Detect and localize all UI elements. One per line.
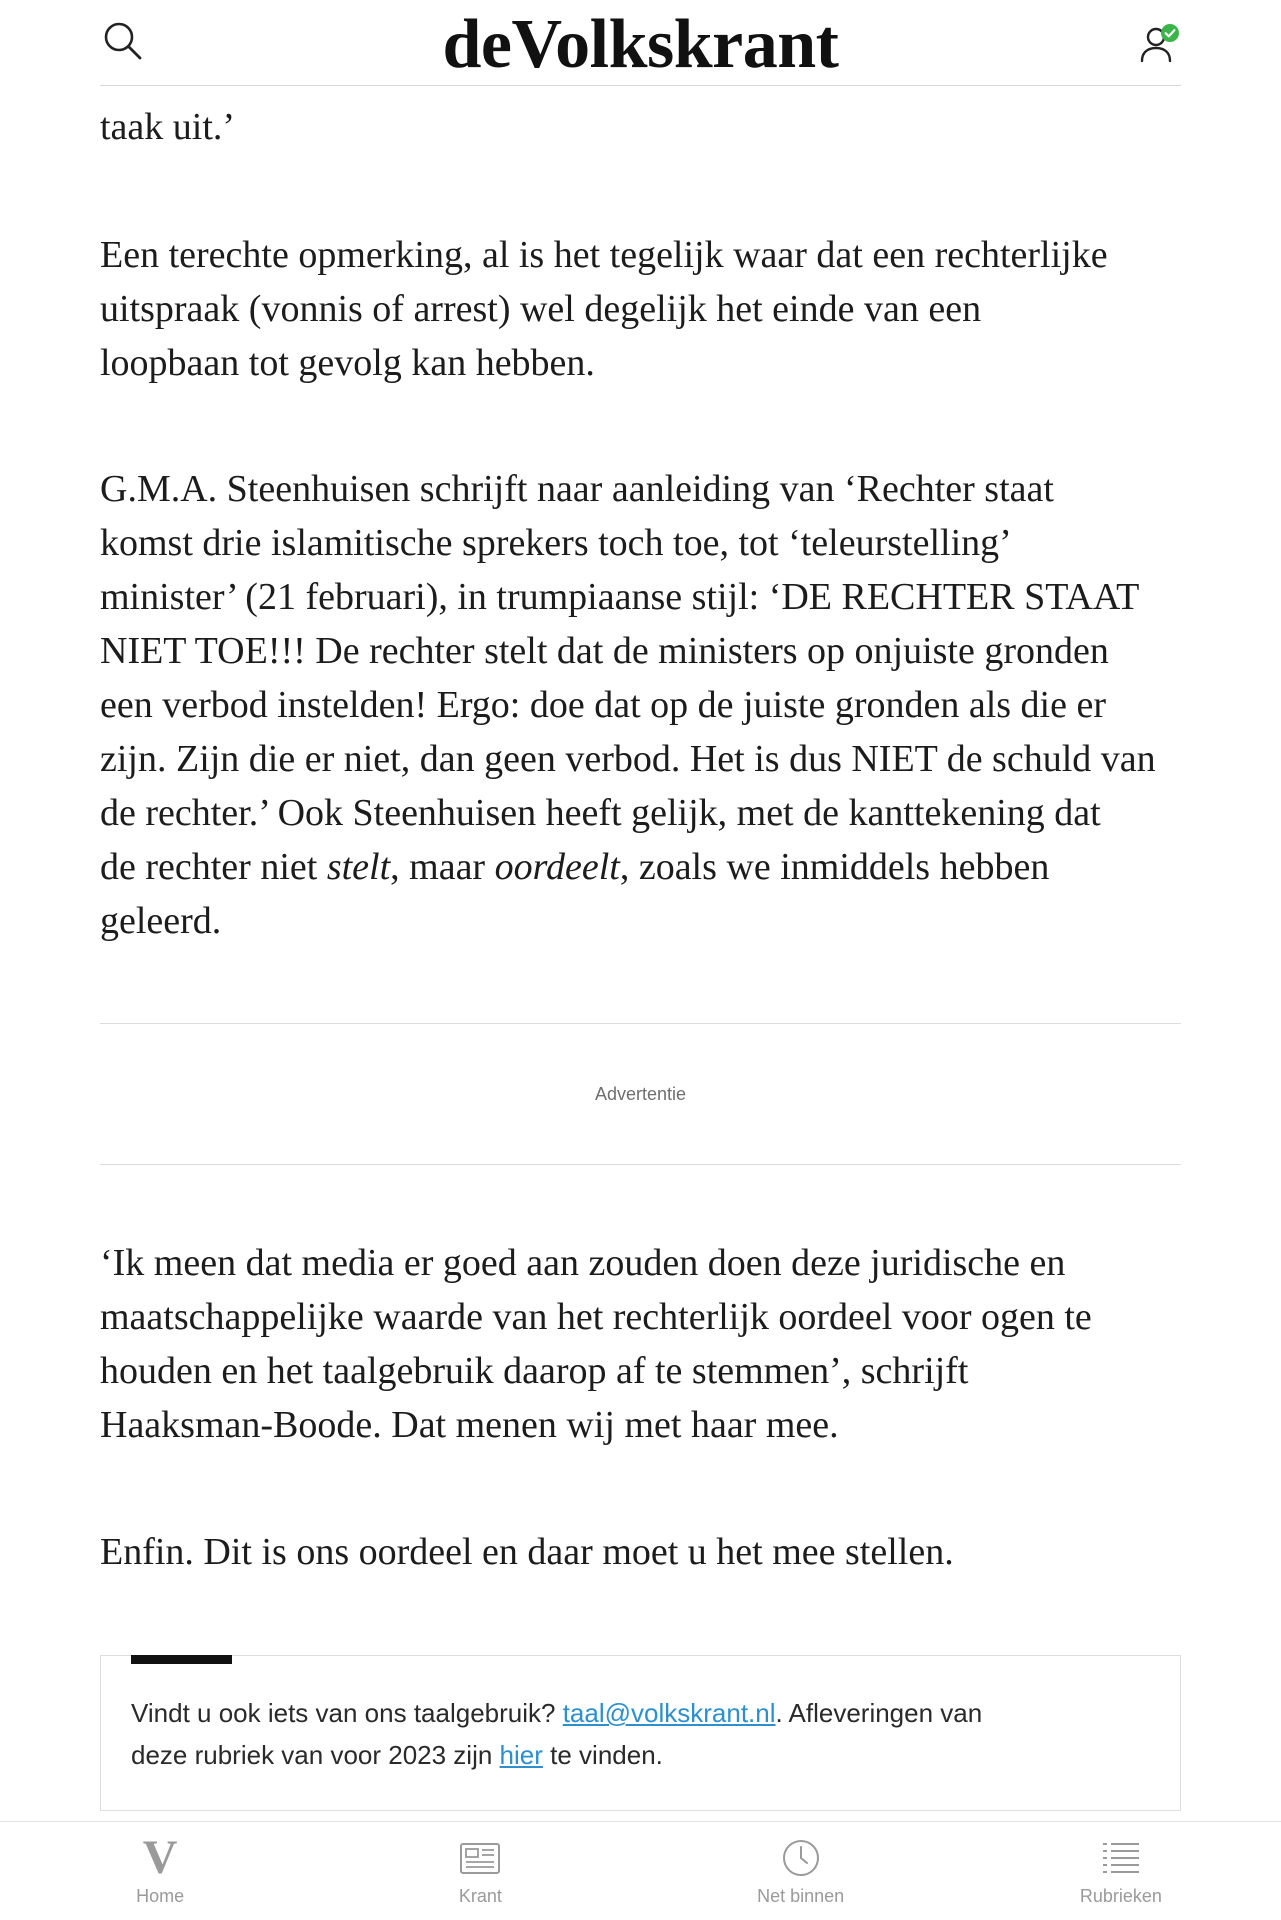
site-logo[interactable]: deVolkskrant [442,6,839,83]
text-run: . Afleveringen van [775,1698,983,1728]
text-line: Haaksman-Boode. Dat menen wij met haar mee. [100,1404,839,1446]
text-line: Enfin. Dit is ons oordeel en daar moet u het mee stellen. [100,1531,954,1573]
nav-label: Rubrieken [1079,1886,1162,1906]
text-line: de rechter.’ Ook Steenhuisen heeft gelijk, met de kanttekening dat [100,792,1101,834]
top-header [0,0,1281,86]
nav-label: Krant [458,1886,502,1906]
article-paragraph [100,100,1181,154]
list-icon [1099,1836,1143,1880]
text-line: uitspraak (vonnis of arrest) wel degelijk het einde van een [100,288,982,330]
info-box [100,1655,1181,1811]
text-line: geleerd. [100,900,222,942]
text-line: Een terechte opmerking, al is het tegelijk waar dat een rechterlijke [100,234,1108,276]
text-line: taak uit.’ [100,106,236,148]
text-run: Vindt u ook iets van ons taalgebruik? [131,1698,563,1728]
text-line: maatschappelijke waarde van het rechterlijk oordeel voor ogen te [100,1296,1092,1338]
info-line [131,1734,982,1776]
text-run: , maar [390,846,495,888]
email-link[interactable]: taal@volkskrant.nl [562,1698,776,1728]
nav-label: Home [136,1886,185,1906]
text-line: een verbod instelden! Ergo: doe dat op de juiste gronden als die er [100,684,1106,726]
bottom-navigation [0,1821,1281,1920]
text-run: , zoals we inmiddels hebben [619,846,1050,888]
account-status-badge [1161,24,1179,42]
emphasis-text: stelt [326,846,391,888]
text-line: ‘Ik meen dat media er goed aan zouden doen deze juridische en [100,1242,1066,1284]
nav-item-home[interactable] [0,1822,320,1920]
volkskrant-v-logo-icon: V [142,1831,178,1884]
search-icon [100,18,146,64]
nav-label: Net binnen [757,1886,845,1906]
nav-item-krant[interactable] [320,1822,640,1920]
text-run: te vinden. [542,1740,663,1770]
text-line: loopbaan tot gevolg kan hebben. [100,342,595,384]
search-button[interactable] [100,18,146,64]
text-line: houden en het taalgebruik daarop af te stemmen’, schrijft [100,1350,969,1392]
article-paragraph [100,228,1181,390]
account-icon [1136,20,1184,68]
newspaper-icon [458,1836,502,1880]
text-line: G.M.A. Steenhuisen schrijft naar aanleiding van ‘Rechter staat [100,468,1054,510]
nav-item-net-binnen[interactable] [641,1822,961,1920]
clock-icon [779,1836,823,1880]
archive-link[interactable]: hier [499,1740,543,1770]
text-run: deze rubriek van voor 2023 zijn [131,1740,500,1770]
text-line [100,840,1181,894]
text-line: NIET TOE!!! De rechter stelt dat de ministers op onjuiste gronden [100,630,1109,672]
text-line: minister’ (21 februari), in trumpiaanse stijl: ‘DE RECHTER STAAT [100,576,1140,618]
article-paragraph [100,1236,1181,1452]
advertisement-label: Advertentie [594,1084,687,1104]
text-line: zijn. Zijn die er niet, dan geen verbod. Het is dus NIET de schuld van [100,738,1156,780]
nav-item-rubrieken[interactable] [961,1822,1281,1920]
info-box-text [131,1692,982,1776]
header-divider [100,85,1181,86]
emphasis-text: oordeelt [494,846,620,888]
article-paragraph [100,1525,1181,1579]
article-paragraph [100,462,1181,948]
info-box-accent-bar [131,1655,232,1664]
account-button[interactable] [1136,20,1184,68]
info-line [131,1692,982,1734]
text-run: de rechter niet [100,846,327,888]
text-line: komst drie islamitische sprekers toch toe, tot ‘teleurstelling’ [100,522,1012,564]
ad-divider-top [100,1023,1181,1024]
ad-divider-bottom [100,1164,1181,1165]
